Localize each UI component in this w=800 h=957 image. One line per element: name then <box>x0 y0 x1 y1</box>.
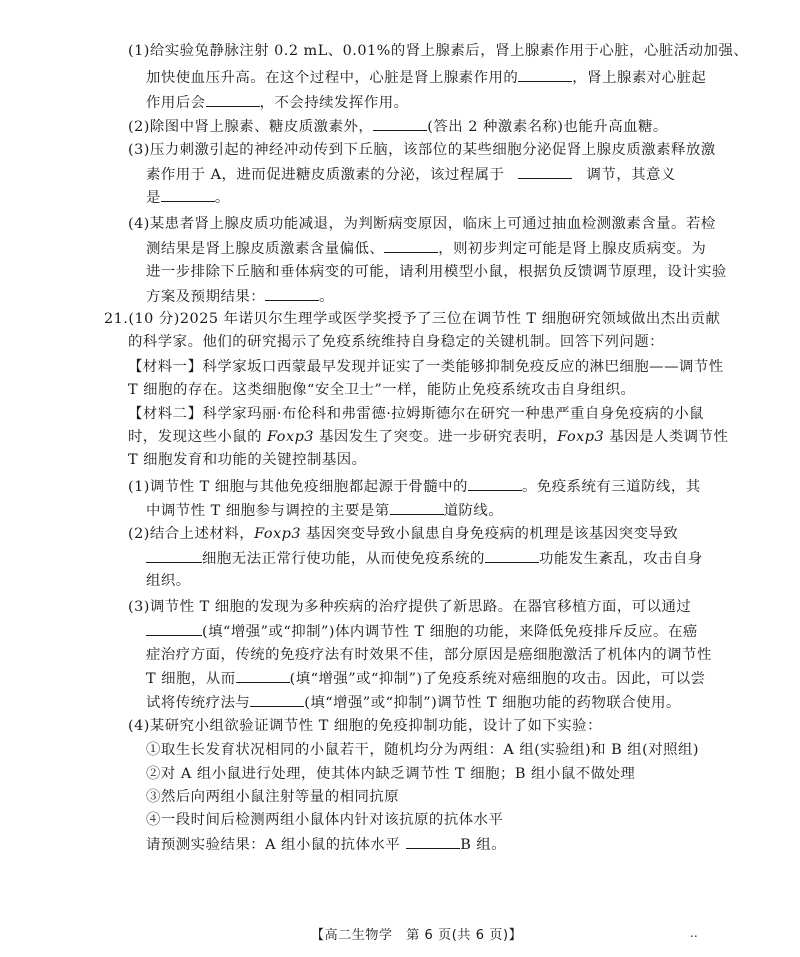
q21-heading-line2: 的科学家。他们的研究揭示了免疫系统维持自身稳定的关键机制。回答下列问题： <box>128 334 665 350</box>
material2-line2: 时，发现这些小鼠的 Foxp3 基因发生了突变。进一步研究表明，Foxp3 基因是人类调节性 <box>128 429 729 445</box>
q20-part3-line3: 是 。 <box>146 187 230 208</box>
answer-blank <box>146 548 202 563</box>
q20-part3-line2: 素作用于 A，进而促进糖皮质激素的分泌，该过程属于 调节，其意义 <box>146 164 676 185</box>
q20-part3-line1: (3)压力刺激引起的神经冲动传到下丘脑，该部位的某些细胞分泌促肾上腺皮质激素释放激 <box>128 142 716 158</box>
material2-line3: T 细胞发育和功能的关键控制基因。 <box>128 452 367 468</box>
answer-blank <box>518 164 572 179</box>
q21-part1-line1: (1)调节性 T 细胞与其他免疫细胞都起源于骨髓中的 。免疫系统有三道防线，其 <box>128 476 701 497</box>
answer-blank <box>485 548 539 563</box>
answer-blank <box>250 692 304 707</box>
q21-part3-line5: 试将传统疗法与 (填“增强”或“抑制”)调节性 T 细胞功能的药物联合使用。 <box>146 692 681 713</box>
experiment-step-3: ③然后向两组小鼠注射等量的相同抗原 <box>146 789 400 805</box>
material1-line1: 【材料一】科学家坂口西蒙最早发现并证实了一类能够抑制免疫反应的淋巴细胞——调节性 <box>128 359 724 375</box>
material1-line2: T 细胞的存在。这类细胞像“安全卫士”一样，能防止免疫系统攻击自身组织。 <box>128 382 636 398</box>
q21-heading-line1: 21.(10 分)2025 年诺贝尔生理学或医学奖授予了三位在调节性 T 细胞研究领域做出杰出贡献 <box>104 311 721 327</box>
answer-blank <box>373 116 427 131</box>
experiment-step-4: ④一段时间后检测两组小鼠体内针对该抗原的抗体水平 <box>146 812 504 828</box>
answer-blank <box>236 668 290 683</box>
answer-blank <box>161 187 215 202</box>
answer-blank <box>146 621 202 636</box>
q20-part4-line2: 测结果是肾上腺皮质激素含量偏低、 ，则初步判定可能是肾上腺皮质病变。为 <box>146 238 706 259</box>
answer-blank <box>518 67 572 82</box>
q21-part3-line4: T 细胞，从而 (填“增强”或“抑制”)了免疫系统对癌细胞的攻击。因此，可以尝 <box>146 668 706 689</box>
q21-part3-line2: (填“增强”或“抑制”)体内调节性 T 细胞的功能，来降低免疫排斥反应。在癌 <box>146 621 698 642</box>
answer-blank <box>206 92 260 107</box>
experiment-step-2: ②对 A 组小鼠进行处理，使其体内缺乏调节性 T 细胞；B 组小鼠不做处理 <box>146 766 636 782</box>
q21-part3-line1: (3)调节性 T 细胞的发现为多种疾病的治疗提供了新思路。在器官移植方面，可以通过 <box>128 599 692 615</box>
q20-part4-line3: 进一步排除下丘脑和垂体病变的可能，请利用模型小鼠，根据负反馈调节原理，设计实验 <box>146 264 727 280</box>
q21-part2-line1: (2)结合上述材料，Foxp3 基因突变导致小鼠患自身免疫病的机理是该基因突变导致 <box>128 526 679 542</box>
answer-blank <box>390 500 444 515</box>
q21-part1-line2: 中调节性 T 细胞参与调控的主要是第 道防线。 <box>146 500 503 521</box>
answer-blank <box>406 834 460 849</box>
q21-part3-line3: 症治疗方面，传统的免疫疗法有时效果不佳，部分原因是癌细胞激活了机体内的调节性 <box>146 647 712 663</box>
answer-blank <box>468 476 522 491</box>
q20-part2-line1: (2)除图中肾上腺素、糖皮质激素外， (答出 2 种激素名称)也能升高血糖。 <box>128 116 668 137</box>
prediction-line: 请预测实验结果：A 组小鼠的抗体水平 B 组。 <box>146 834 506 855</box>
q21-part2-line3: 组织。 <box>146 573 191 589</box>
q20-part1-line1: (1)给实验兔静脉注射 0.2 mL、0.01%的肾上腺素后，肾上腺素作用于心脏，心脏活动加强、 <box>128 43 749 59</box>
q21-part4-heading: (4)某研究小组欲验证调节性 T 细胞的免疫抑制功能，设计了如下实验： <box>128 718 602 734</box>
answer-blank <box>384 238 438 253</box>
page-footer: 【高二生物学 第 6 页(共 6 页)】 <box>311 928 523 943</box>
q20-part1-line2: 加快使血压升高。在这个过程中，心脏是肾上腺素作用的 ，肾上腺素对心脏起 <box>146 67 706 88</box>
q21-part2-line2: 细胞无法正常行使功能，从而使免疫系统的 功能发生紊乱，攻击自身 <box>146 548 703 569</box>
q20-part4-line4: 方案及预期结果： 。 <box>146 286 334 307</box>
q20-part1-line3: 作用后会 ，不会持续发挥作用。 <box>146 92 409 113</box>
answer-blank <box>265 286 319 301</box>
material2-line1: 【材料二】科学家玛丽·布伦科和弗雷德·拉姆斯德尔在研究一种患严重自身免疫病的小鼠 <box>128 406 704 422</box>
q20-part4-line1: (4)某患者肾上腺皮质功能减退，为判断病变原因，临床上可通过抽血检测激素含量。若检 <box>128 216 716 232</box>
experiment-step-1: ①取生长发育状况相同的小鼠若干，随机均分为两组：A 组(实验组)和 B 组(对照组) <box>146 742 700 758</box>
corner-mark: .. <box>690 926 698 940</box>
